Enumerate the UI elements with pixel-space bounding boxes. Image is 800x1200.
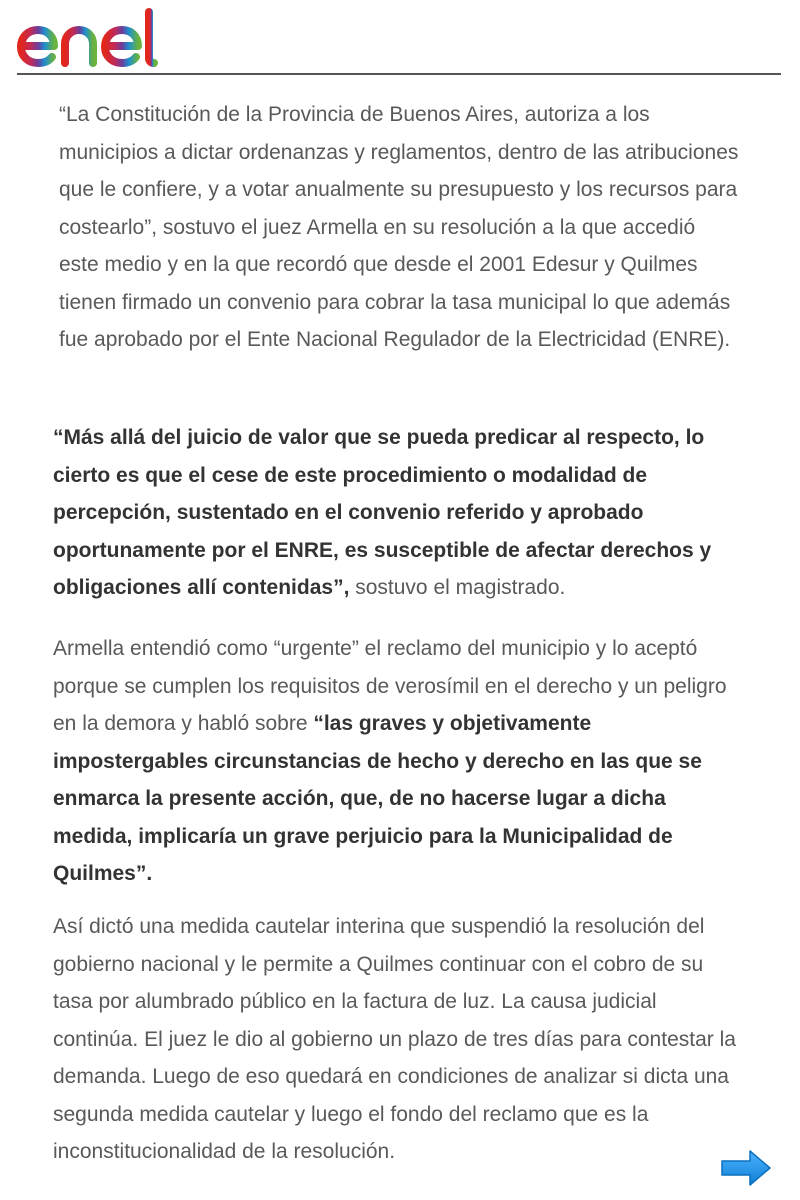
arrow-right-icon[interactable] [720, 1148, 772, 1188]
enel-logo[interactable] [16, 6, 181, 68]
article-paragraph-3 [53, 630, 743, 893]
article-paragraph-4: Así dictó una medida cautelar interina que suspendió la resolución del gobierno nacional y le permite a Quilmes continuar con el cobro de su tasa por alumbrado público en la factura de luz. La causa judicial continúa. El juez le dio al gobierno un plazo de tres días para contestar la demanda. Luego de eso quedará en condiciones de analizar si dicta una segunda medida cautelar y luego el fondo del reclamo que es la inconstitucionalidad de la resolución. [53, 915, 736, 1163]
header-divider [17, 73, 781, 75]
article-paragraph-1: “La Constitución de la Provincia de Buenos Aires, autoriza a los municipios a dictar ordenanzas y reglamentos, dentro de las atribuciones que le confiere, y a votar anualmente su presupuesto y los recursos para costearlo”, sostuvo el juez Armella en su resolución a la que accedió este medio y en la que recordó que desde el 2001 Edesur y Quilmes tienen firmado un convenio para cobrar la tasa municipal lo que además fue aprobado por el Ente Nacional Regulador de la Electricidad (ENRE). [59, 103, 739, 351]
article-paragraph-2 [53, 419, 743, 607]
quote-bold: “las graves y objetivamente impostergables circunstancias de hecho y derecho en las que se enmarca la presente acción, que, de no hacerse lugar a dicha medida, implicaría un grave perjuicio para la Municipalidad de Quilmes”. [53, 712, 702, 885]
header [0, 0, 800, 76]
quote-attribution: sostuvo el magistrado. [349, 576, 566, 599]
paragraph-lead: Armella entendió como “urgente” el reclamo del municipio y lo aceptó porque se cumplen los requisitos de verosímil en el derecho y un peligro en la demora y habló sobre [53, 637, 727, 735]
quote-bold: “Más allá del juicio de valor que se pueda predicar al respecto, lo cierto es que el cese de este procedimiento o modalidad de percepción, sustentado en el convenio referido y aprobado oportunamente por el ENRE, es susceptible de afectar derechos y obligaciones allí contenidas”, [53, 426, 712, 599]
